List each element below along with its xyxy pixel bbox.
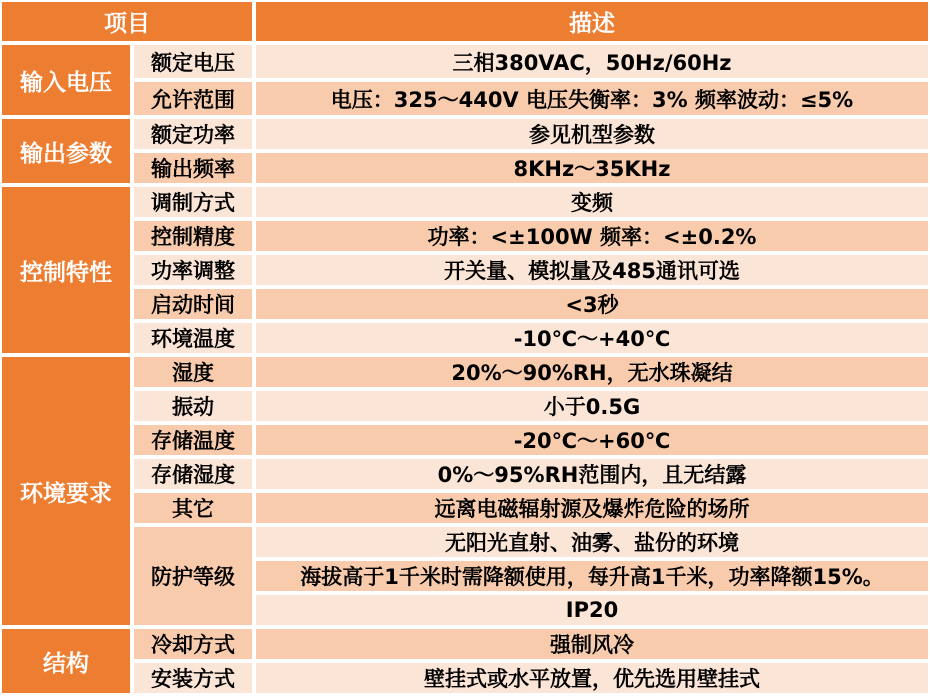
desc-cell: 海拔高于1千米时需降额使用，每升高1千米，功率降额15%。 [256, 561, 928, 591]
desc-cell: IP20 [256, 595, 928, 625]
table-row [2, 119, 928, 149]
desc-cell: 参见机型参数 [256, 119, 928, 149]
table-row [2, 255, 928, 285]
table-row [2, 629, 928, 659]
table-row [2, 221, 928, 251]
desc-cell: 三相380VAC，50Hz/60Hz [256, 45, 928, 78]
item-cell: 额定功率 [134, 119, 252, 149]
desc-cell: 8KHz～35KHz [256, 153, 928, 183]
table-row [2, 357, 928, 387]
item-cell: 存储温度 [134, 425, 252, 455]
desc-cell: 变频 [256, 187, 928, 217]
desc-cell: 开关量、模拟量及485通讯可选 [256, 255, 928, 285]
header-cell-desc: 描述 [256, 2, 928, 41]
item-cell: 安装方式 [134, 663, 252, 693]
table-row [2, 459, 928, 489]
table-row [2, 493, 928, 523]
header-cell-item: 项目 [2, 2, 252, 41]
item-cell: 输出频率 [134, 153, 252, 183]
desc-cell: 小于0.5G [256, 391, 928, 421]
desc-cell: -10℃～+40℃ [256, 323, 928, 353]
item-cell: 额定电压 [134, 45, 252, 78]
category-structure: 结构 [2, 629, 130, 693]
desc-cell: 壁挂式或水平放置，优先选用壁挂式 [256, 663, 928, 693]
item-cell: 其它 [134, 493, 252, 523]
item-cell: 控制精度 [134, 221, 252, 251]
desc-cell: 强制风冷 [256, 629, 928, 659]
item-cell-protection-grade: 防护等级 [134, 527, 252, 625]
table-row [2, 45, 928, 78]
category-input-voltage: 输入电压 [2, 45, 130, 115]
item-cell: 振动 [134, 391, 252, 421]
table-row [2, 323, 928, 353]
category-environment: 环境要求 [2, 357, 130, 625]
table-row [2, 527, 928, 557]
item-cell: 环境温度 [134, 323, 252, 353]
table-row [2, 82, 928, 115]
desc-cell: 20%～90%RH，无水珠凝结 [256, 357, 928, 387]
category-control-features: 控制特性 [2, 187, 130, 353]
table-row [2, 663, 928, 693]
table-row [2, 391, 928, 421]
item-cell: 调制方式 [134, 187, 252, 217]
desc-cell: 远离电磁辐射源及爆炸危险的场所 [256, 493, 928, 523]
item-cell: 冷却方式 [134, 629, 252, 659]
item-cell: 湿度 [134, 357, 252, 387]
desc-cell: 0%～95%RH范围内，且无结露 [256, 459, 928, 489]
item-cell: 功率调整 [134, 255, 252, 285]
desc-cell: -20℃～+60℃ [256, 425, 928, 455]
table-row [2, 289, 928, 319]
item-cell: 允许范围 [134, 82, 252, 115]
category-output-params: 输出参数 [2, 119, 130, 183]
header-row [2, 2, 928, 41]
item-cell: 存储湿度 [134, 459, 252, 489]
table-row [2, 153, 928, 183]
item-cell: 启动时间 [134, 289, 252, 319]
table-header [2, 2, 928, 41]
desc-cell: 无阳光直射、油雾、盐份的环境 [256, 527, 928, 557]
table-row [2, 425, 928, 455]
table-row [2, 187, 928, 217]
desc-cell: 电压：325～440V 电压失衡率：3% 频率波动：≤5% [256, 82, 928, 115]
desc-cell: 功率：<±100W 频率：<±0.2% [256, 221, 928, 251]
desc-cell: <3秒 [256, 289, 928, 319]
